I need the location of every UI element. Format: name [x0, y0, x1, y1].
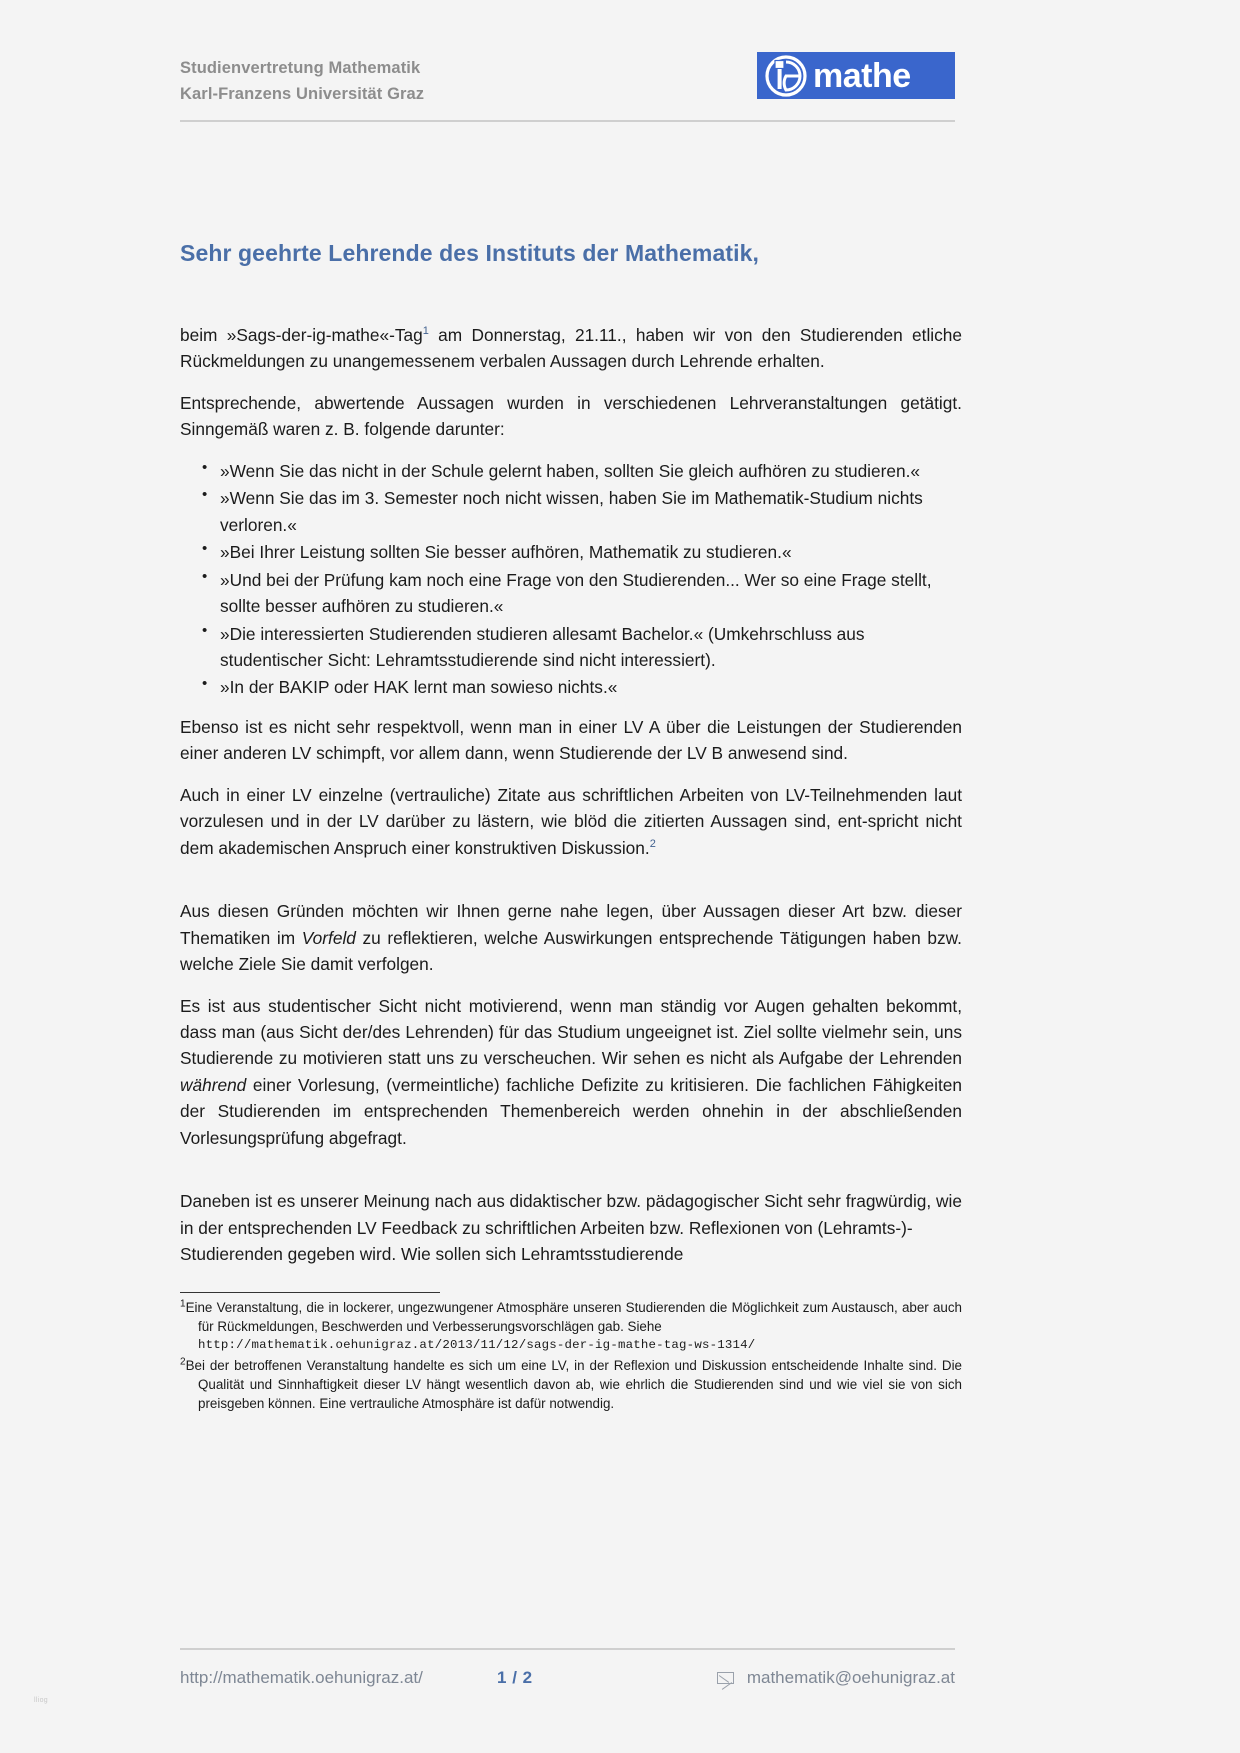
emphasis-vorfeld: Vorfeld [301, 927, 356, 948]
list-item: • »Bei Ihrer Leistung sollten Sie besser aufhören, Mathematik zu studieren.« [180, 539, 962, 565]
motivation-text-a: Es ist aus studentischer Sicht nicht motivierend, wenn man ständig vor Augen gehalten bekommt, dass man (aus Sicht der/des Lehrenden) für das Studium ungeeignet ist. Ziel sollte vielmehr sein, uns Studierende zu motivieren statt uns zu verscheuchen. Wir sehen es nicht als Aufgabe der Lehrenden [180, 995, 962, 1069]
footnote-2-marker: 2 [180, 1356, 186, 1368]
page-title: Sehr geehrte Lehrende des Instituts der Mathematik, [180, 240, 759, 266]
footnote-1-marker: 1 [180, 1298, 186, 1310]
list-item: • »Wenn Sie das im 3. Semester noch nicht wissen, haben Sie im Mathematik-Studium nichts verloren.« [180, 485, 962, 538]
paragraph-respect: Ebenso ist es nicht sehr respektvoll, wenn man in einer LV A über die Leistungen der Studierenden einer anderen LV schimpft, vor allem dann, wenn Studierende der LV B anwesend sind. [180, 716, 962, 764]
page-number: 1 / 2 [497, 1668, 533, 1687]
footnote-ref-2[interactable]: 2 [649, 837, 656, 850]
document-body [180, 322, 962, 1283]
paragraph-statements-lead: Entsprechende, abwertende Aussagen wurden in verschiedenen Lehrveranstaltungen getätigt. Sinngemäß waren z. B. folgende darunter: [180, 392, 962, 440]
ig-circle-logo-icon [761, 52, 811, 99]
footnote-1-url[interactable]: http://mathematik.oehunigraz.at/2013/11/12/sags-der-ig-mathe-tag-ws-1314/ [198, 1338, 756, 1353]
emphasis-waehrend: während [180, 1074, 247, 1095]
org-line-2: Karl-Franzens Universität Graz [180, 84, 425, 103]
org-line-1: Studienvertretung Mathematik [180, 59, 421, 77]
request-text-a: Aus diesen Gründen möchten wir Ihnen gerne nahe legen, über Aussagen dieser Art bzw. dieser Thematiken im [180, 901, 962, 948]
list-item: • »Wenn Sie das nicht in der Schule gelernt haben, sollten Sie gleich aufhören zu studieren.« [180, 458, 962, 484]
paragraph-spacer [180, 876, 962, 898]
envelope-icon [717, 1672, 734, 1684]
footnote-ref-1[interactable]: 1 [422, 325, 429, 338]
intro-text-b: am Donnerstag, 21.11., haben wir von den Studierenden etliche Rückmeldungen zu unangemessenem verbalen Aussagen durch Lehrende erhalten. [180, 325, 963, 372]
footer-url[interactable]: http://mathematik.oehunigraz.at/ [180, 1668, 423, 1687]
footer-email[interactable]: mathematik@oehunigraz.at [746, 1668, 955, 1687]
organisation-block [180, 56, 424, 107]
intro-text-a: beim »Sags-der-ig-mathe«-Tag [180, 325, 423, 345]
footnote-2-text: Bei der betroffenen Veranstaltung handelte es sich um eine LV, in der Reflexion und Diskussion entscheidende Inhalte sind. Die Qualität und Sinnhaftigkeit dieser LV hängt wesentlich davon ab, wie ehrlich die Studierenden sind und wie viel sie von sich preisgeben können. Eine vertrauliche Atmosphäre ist dafür notwendig. [185, 1358, 962, 1412]
header-divider [180, 120, 955, 122]
list-item: • »Die interessierten Studierenden studieren allesamt Bachelor.« (Umkehrschluss aus studentischer Sicht: Lehramtsstudierende sind nicht interessiert). [180, 621, 962, 674]
list-item: • »Und bei der Prüfung kam noch eine Frage von den Studierenden... Wer so eine Frage stellt, sollte besser aufhören zu studieren.« [180, 567, 962, 620]
page-footer [180, 1668, 955, 1688]
footnote-1 [180, 1298, 962, 1336]
footnote-block [180, 1298, 962, 1415]
footnote-separator [180, 1292, 440, 1293]
paragraph-spacer-2 [180, 1166, 962, 1188]
motivation-text-b: einer Vorlesung, (vermeintliche) fachliche Defizite zu kritisieren. Die fachlichen Fähigkeiten der Studierenden im entsprechenden Themenbereich werden ohnehin in der abschließenden Vorlesungsprüfung abgefragt. [180, 1074, 962, 1148]
footer-contact [717, 1668, 955, 1688]
footer-divider [180, 1648, 955, 1650]
paragraph-request [180, 898, 962, 977]
ig-mathe-logo [757, 52, 955, 99]
logo-wordmark: mathe [813, 56, 911, 95]
quoted-statements-list [180, 458, 962, 701]
quotes-lv-text: Auch in einer LV einzelne (vertrauliche) Zitate aus schriftlichen Arbeiten von LV-Teilnehmenden laut vorzulesen und in der LV darüber zu lästern, wie blöd die zitierten Aussagen sind, ent-spricht nicht dem akademischen Anspruch einer konstruktiven Diskussion. [180, 784, 962, 858]
page-header [180, 56, 955, 107]
footnote-2 [180, 1356, 962, 1413]
paragraph-motivation [180, 993, 962, 1152]
paragraph-intro [180, 322, 962, 375]
paragraph-quotes-lv [180, 782, 962, 861]
footnote-1-text: Eine Veranstaltung, die in lockerer, ungezwungener Atmosphäre unseren Studierenden die Möglichkeit zum Austausch, aber auch für Rückmeldungen, Beschwerden und Verbesserungsvorschlägen gab. Siehe [185, 1300, 962, 1335]
paragraph-didactics: Daneben ist es unserer Meinung nach aus didaktischer bzw. pädagogischer Sicht sehr fragwürdig, wie in der entsprechenden LV Feedback zu schriftlichen Arbeiten bzw. Reflexionen von (Lehramts-)-Studierenden gegeben wird. Wie sollen sich Lehramtsstudierende [180, 1191, 962, 1265]
request-text-b: zu reflektieren, welche Auswirkungen entsprechende Tätigungen haben bzw. welche Ziele Sie damit verfolgen. [180, 927, 962, 975]
corner-watermark: lliog [34, 1697, 48, 1704]
list-item: • »In der BAKIP oder HAK lernt man sowieso nichts.« [180, 674, 962, 700]
